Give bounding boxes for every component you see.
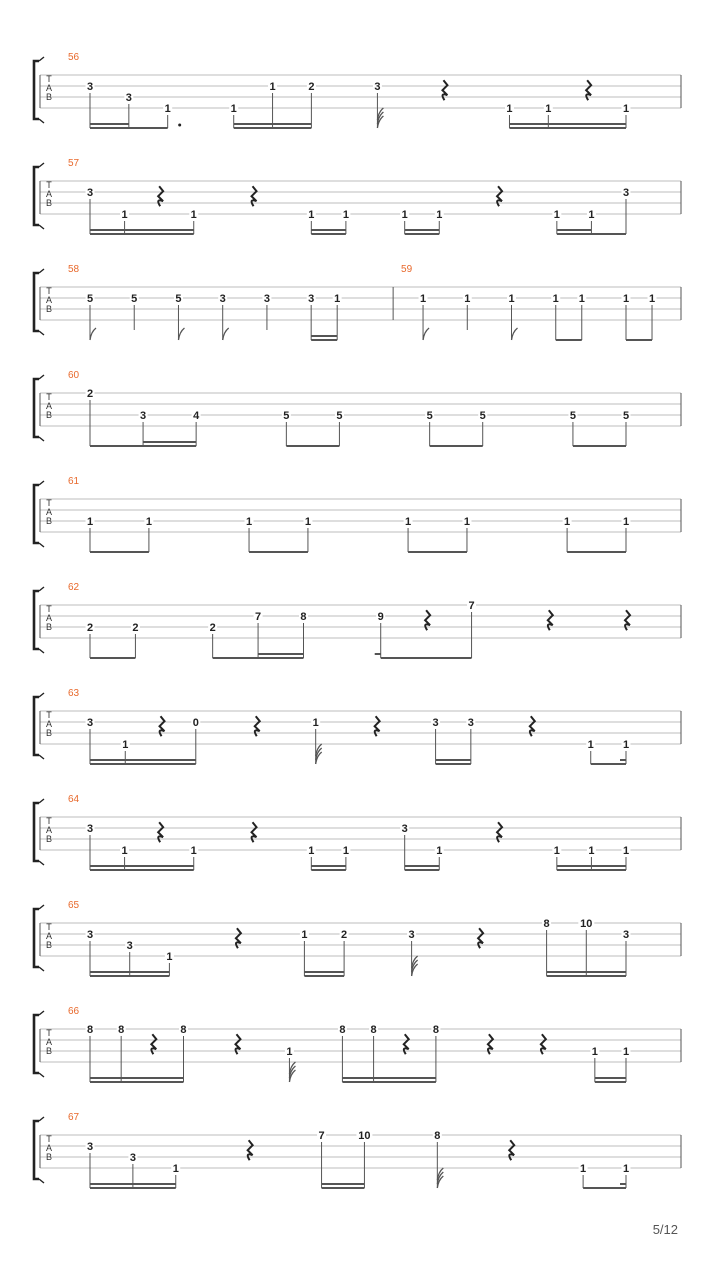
fret-number: 5 [426,410,433,422]
fret-number: 2 [86,388,94,400]
fret-number: 1 [463,516,471,528]
fret-number: 1 [622,1163,630,1175]
fret-number: 3 [86,823,94,835]
tab-system [0,158,720,254]
fret-number: 1 [506,103,513,115]
tab-clef-letter: B [45,834,53,844]
bracket-top-hook [39,269,44,273]
fret-number: 8 [339,1024,346,1036]
bracket-top-hook [39,163,44,167]
tab-clef-letter: T [46,1134,52,1144]
note-flag [423,328,429,340]
tab-clef-letter: T [46,710,52,720]
tab-staff [0,1006,720,1102]
fret-number: 1 [308,845,315,857]
staff-bracket [34,379,39,437]
bracket-top-hook [39,481,44,485]
fret-number: 3 [86,929,94,941]
tab-staff [0,1112,720,1208]
fret-number: 3 [374,81,381,93]
fret-number: 1 [552,293,559,305]
fret-number: 4 [193,410,200,422]
fret-number: 1 [648,293,656,305]
fret-number: 8 [86,1024,94,1036]
fret-number: 3 [622,929,630,941]
bracket-top-hook [39,905,44,909]
fret-number: 2 [209,622,216,634]
fret-number: 1 [121,209,128,221]
tab-system [0,370,720,466]
fret-number: 5 [175,293,182,305]
fret-number: 1 [622,1046,630,1058]
tab-system [0,794,720,890]
tab-staff [0,582,720,678]
bracket-bottom-hook [39,649,44,653]
fret-number: 1 [122,739,129,751]
fret-number: 1 [121,845,128,857]
fret-number: 1 [190,209,197,221]
bracket-bottom-hook [39,861,44,865]
bracket-bottom-hook [39,755,44,759]
fret-number: 1 [588,209,595,221]
tab-system [0,900,720,996]
staff-bracket [34,273,39,331]
note-flag [512,328,518,340]
fret-number: 1 [622,293,630,305]
staff-bracket [34,1015,39,1073]
tab-clef-letter: T [46,604,52,614]
fret-number: 1 [553,209,560,221]
fret-number: 3 [622,187,630,199]
page-number: 5/12 [652,1222,678,1237]
tab-clef-letter: T [46,498,52,508]
fret-number: 1 [304,516,311,528]
bracket-top-hook [39,693,44,697]
tab-staff [0,900,720,996]
fret-number: 1 [401,209,408,221]
fret-number: 5 [479,410,486,422]
fret-number: 1 [334,293,341,305]
tab-clef-letter: A [45,719,53,729]
fret-number: 1 [405,516,412,528]
fret-number: 10 [580,918,593,930]
fret-number: 1 [564,516,571,528]
tab-system [0,52,720,148]
measure-number: 61 [68,476,80,487]
fret-number: 1 [166,951,173,963]
tab-system [0,1112,720,1208]
fret-number: 1 [172,1163,179,1175]
bracket-top-hook [39,587,44,591]
note-flag [178,328,184,340]
fret-number: 8 [543,918,550,930]
bracket-bottom-hook [39,967,44,971]
tab-system [0,688,720,784]
fret-number: 7 [255,611,262,623]
fret-number: 1 [269,81,276,93]
measure-number: 62 [68,582,80,593]
fret-number: 5 [131,293,138,305]
bracket-bottom-hook [39,1073,44,1077]
tab-staff [0,688,720,784]
fret-number: 3 [219,293,226,305]
fret-number: 5 [283,410,290,422]
fret-number: 2 [341,929,348,941]
note-flag [223,328,229,340]
fret-number: 5 [569,410,576,422]
fret-number: 3 [129,1152,136,1164]
fret-number: 5 [86,293,94,305]
tab-staff [0,264,720,360]
fret-number: 1 [419,293,427,305]
fret-number: 1 [591,1046,598,1058]
fret-number: 3 [86,1141,94,1153]
fret-number: 3 [86,187,94,199]
fret-number: 1 [622,516,630,528]
fret-number: 1 [545,103,552,115]
tab-clef-letter: B [45,92,53,102]
tab-system [0,582,720,678]
fret-number: 3 [86,717,94,729]
tab-clef-letter: A [45,507,53,517]
bracket-top-hook [39,375,44,379]
bracket-top-hook [39,57,44,61]
measure-number: 56 [68,52,80,63]
tab-clef-letter: T [46,816,52,826]
fret-number: 1 [622,103,630,115]
fret-number: 1 [308,209,315,221]
bracket-top-hook [39,1011,44,1015]
fret-number: 1 [588,845,595,857]
fret-number: 1 [86,516,94,528]
tab-clef-letter: A [45,825,53,835]
fret-number: 1 [342,845,349,857]
tab-clef-letter: A [45,1143,53,1153]
measure-number: 67 [68,1112,80,1123]
tab-system [0,476,720,572]
tab-clef-letter: T [46,922,52,932]
tab-clef-letter: T [46,286,52,296]
tab-clef-letter: B [45,198,53,208]
fret-number: 1 [622,845,630,857]
fret-number: 3 [263,293,270,305]
fret-number: 1 [301,929,308,941]
tab-clef-letter: T [46,74,52,84]
fret-number: 1 [553,845,560,857]
tab-staff [0,476,720,572]
fret-number: 1 [578,293,585,305]
tab-clef-letter: B [45,1046,53,1056]
fret-number: 7 [468,600,475,612]
bracket-bottom-hook [39,543,44,547]
tab-clef-letter: T [46,1028,52,1038]
tab-staff [0,794,720,890]
measure-number: 57 [68,158,80,169]
tab-clef-letter: A [45,295,53,305]
tab-clef-letter: A [45,401,53,411]
fret-number: 8 [180,1024,187,1036]
fret-number: 1 [436,209,443,221]
fret-number: 2 [86,622,94,634]
staff-bracket [34,591,39,649]
fret-number: 5 [336,410,343,422]
measure-number: 66 [68,1006,80,1017]
fret-number: 3 [140,410,147,422]
bracket-bottom-hook [39,225,44,229]
fret-number: 1 [587,739,594,751]
fret-number: 3 [308,293,315,305]
fret-number: 1 [164,103,171,115]
tab-clef-letter: B [45,304,53,314]
bracket-bottom-hook [39,331,44,335]
fret-number: 8 [118,1024,125,1036]
fret-number: 9 [377,611,384,623]
note-flag [90,328,96,340]
bracket-top-hook [39,1117,44,1121]
staff-bracket [34,803,39,861]
fret-number: 2 [132,622,139,634]
fret-number: 1 [436,845,443,857]
staff-bracket [34,61,39,119]
fret-number: 1 [622,739,630,751]
fret-number: 3 [86,81,94,93]
fret-number: 1 [342,209,349,221]
fret-number: 10 [358,1130,371,1142]
fret-number: 3 [125,92,132,104]
tab-clef-letter: A [45,613,53,623]
fret-number: 3 [467,717,474,729]
fret-number: 1 [190,845,197,857]
staff-bracket [34,909,39,967]
fret-number: 1 [286,1046,293,1058]
fret-number: 7 [318,1130,325,1142]
measure-number: 65 [68,900,80,911]
measure-number: 60 [68,370,80,381]
measure-number: 64 [68,794,80,805]
tab-clef-letter: B [45,410,53,420]
tab-clef-letter: B [45,1152,53,1162]
tab-clef-letter: A [45,189,53,199]
fret-number: 5 [622,410,630,422]
fret-number: 1 [230,103,237,115]
tab-system [0,1006,720,1102]
tab-clef-letter: B [45,940,53,950]
fret-number: 1 [580,1163,587,1175]
fret-number: 1 [508,293,515,305]
staff-bracket [34,167,39,225]
tab-clef-letter: A [45,83,53,93]
staff-bracket [34,1121,39,1179]
fret-number: 1 [464,293,471,305]
fret-number: 8 [432,1024,439,1036]
fret-number: 1 [145,516,152,528]
fret-number: 8 [300,611,307,623]
tab-staff [0,158,720,254]
fret-number: 1 [312,717,319,729]
tab-system [0,264,720,360]
measure-number: 59 [401,264,413,275]
bracket-top-hook [39,799,44,803]
measure-number: 58 [68,264,80,275]
fret-number: 3 [432,717,439,729]
tab-clef-letter: A [45,1037,53,1047]
tab-clef-letter: B [45,622,53,632]
tab-staff [0,370,720,466]
staff-bracket [34,485,39,543]
staff-bracket [34,697,39,755]
tab-clef-letter: B [45,728,53,738]
fret-number: 2 [308,81,315,93]
tab-clef-letter: T [46,180,52,190]
fret-number: 8 [434,1130,441,1142]
fret-number: 3 [401,823,408,835]
fret-number: 3 [408,929,415,941]
bracket-bottom-hook [39,1179,44,1183]
fret-number: 1 [245,516,253,528]
tab-clef-letter: T [46,392,52,402]
fret-number: 8 [370,1024,377,1036]
fret-number: 0 [192,717,199,729]
bracket-bottom-hook [39,119,44,123]
tab-clef-letter: A [45,931,53,941]
fret-number: 3 [126,940,133,952]
tab-clef-letter: B [45,516,53,526]
measure-number: 63 [68,688,80,699]
bracket-bottom-hook [39,437,44,441]
note-dot [178,124,181,127]
tab-staff [0,52,720,148]
